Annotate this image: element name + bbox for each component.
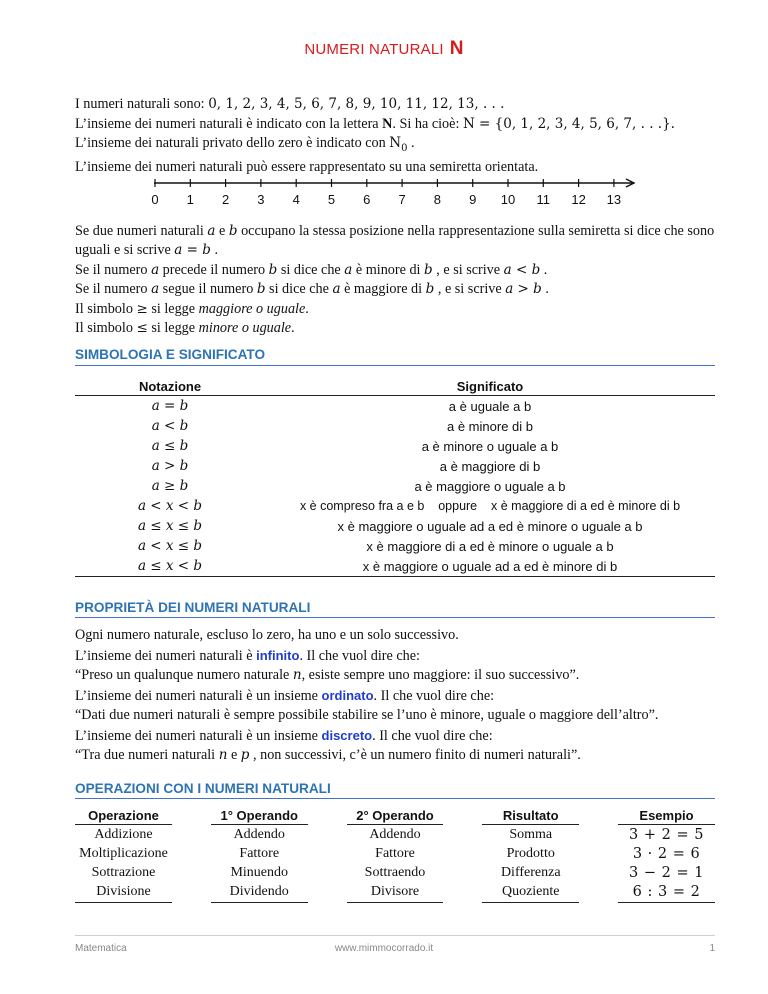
set-n0: N [389,135,402,151]
intro-paragraph [75,95,715,178]
number-line [140,176,640,216]
text: Se due numeri naturali [75,223,208,239]
table-header-row [75,375,715,396]
notation-cell: a ≤ b [151,438,189,454]
page-title [0,38,768,60]
number-line-label: 3 [257,192,265,207]
column-gap [579,825,618,845]
meaning-cell: a è minore o uguale a b [421,438,559,454]
header-operand-1: 1° Operando [211,806,308,825]
math-a: a [207,223,216,239]
example-cell: 6 : 3 = 2 [618,883,715,903]
operation-cell: Moltiplicazione [79,845,168,861]
operation-cell: Divisione [75,883,172,903]
set-n0-subscript: 0 [401,142,408,154]
result-cell: Quoziente [482,883,579,903]
column-gap [308,806,347,825]
property-line: “Dati due numeri naturali è sempre possibile stabilire se l’uno è minore, uguale o maggiore dell’altro”. [75,707,659,723]
operand-2-cell: Sottraendo [364,864,426,880]
result-cell: Prodotto [506,845,555,861]
column-gap [443,806,482,825]
header-operand-2: 2° Operando [347,806,444,825]
footer-divider [75,935,715,936]
intro-line-2 [75,115,715,135]
number-line-label: 8 [433,192,442,207]
text: . Il che vuol dire che: [372,727,493,744]
table-row [75,556,715,577]
property-line [75,686,735,707]
text: L’insieme dei numeri naturali è un insieme [75,727,322,744]
section-heading-operations: OPERAZIONI CON I NUMERI NATURALI [75,781,331,796]
intro-line-3-text: L’insieme dei naturali privato dello zero è indicato con [75,135,390,151]
relation-equal [75,222,715,261]
intro-line-2-text: L’insieme dei numeri naturali è indicato con la lettera [75,115,383,132]
operand-1-cell: Addendo [233,826,285,842]
header-result: Risultato [482,806,579,825]
text: si legge [147,320,199,337]
column-gap [308,844,347,863]
operand-1-cell: Minuendo [230,864,289,880]
meaning-cell: a è maggiore di b [439,458,541,474]
column-gap [579,844,618,863]
property-line [75,726,735,747]
meaning-cell: x è maggiore o uguale ad a ed è minore o uguale a b [337,518,643,534]
operations-table [75,806,715,903]
math-greater: a > b [505,281,542,298]
column-gap [443,863,482,882]
text: . [210,242,218,259]
meaning-cell: a è maggiore o uguale a b [414,478,566,494]
text: , esiste sempre uno maggiore: il suo successivo”. [301,667,580,683]
example-cell: 3 + 2 = 5 [629,826,704,843]
column-gap [443,825,482,845]
number-line-label: 1 [186,192,194,207]
number-line-label: 4 [292,192,300,207]
notation-cell: a > b [151,458,189,474]
leq-reading: minore o uguale [198,320,292,337]
set-definition: N = {0, 1, 2, 3, 4, 5, 6, 7, . . .}. [462,115,675,132]
set-letter-n: N [382,115,393,132]
page-title-text: NUMERI NATURALI [304,41,444,58]
text: . [541,281,549,298]
text: e [215,223,229,239]
text: Se il numero [75,281,152,298]
number-line-label: 10 [500,192,516,207]
text: , e si scrive [434,281,506,298]
notation-cell: a = b [151,398,189,414]
text: si legge [147,300,199,317]
text: si dice che [265,281,333,298]
operation-cell: Addizione [94,826,153,842]
math-p: p [240,747,250,763]
text: , e si scrive [432,261,504,278]
intro-line-3 [75,134,715,158]
notation-cell: a ≤ x ≤ b [137,518,203,534]
number-line-label: 2 [221,192,230,207]
column-gap [172,806,211,825]
math-a: a [344,261,353,278]
properties-paragraph [75,626,735,766]
text: è minore di [352,261,425,278]
property-line [75,646,735,667]
number-line-label: 11 [536,192,551,207]
footer-website: www.mimmocorrado.it [334,943,434,954]
table-header-row [75,806,715,825]
text: . Il che vuol dire che: [373,687,495,704]
leq-symbol: ≤ [136,320,148,337]
section-divider [75,365,715,366]
number-line-label: 0 [151,192,159,207]
operand-2-cell: Fattore [375,845,415,861]
number-line-label: 12 [571,192,586,207]
number-line-label: 13 [606,192,622,207]
header-example: Esempio [618,806,715,825]
header-notation: Notazione [75,375,265,396]
example-cell: 3 · 2 = 6 [632,845,701,862]
result-cell: Differenza [500,864,561,880]
column-gap [579,863,618,882]
relation-greater [75,280,715,299]
notation-table [75,375,715,577]
math-n: n [292,667,302,683]
relation-geq [75,300,715,319]
operand-2-cell: Divisore [347,883,444,903]
geq-symbol: ≥ [136,300,148,317]
section-heading-properties: PROPRIETÀ DEI NUMERI NATURALI [75,600,311,615]
text: segue il numero [159,281,257,298]
table-row [75,536,715,556]
table-row [75,825,715,845]
text: “Tra due numeri naturali [75,747,219,763]
text: . [291,320,295,337]
table-row [75,883,715,903]
property-line [75,746,735,766]
highlight-discreto: discreto [321,727,373,743]
header-meaning: Significato [265,375,715,396]
highlight-infinito: infinito [256,647,300,663]
footer-subject: Matematica [75,943,127,954]
text: , non successivi, c’è un numero finito di numeri naturali”. [249,747,581,763]
math-n: n [218,747,228,763]
table-row [75,844,715,863]
math-b: b [268,261,278,278]
math-b: b [256,281,266,298]
column-gap [443,844,482,863]
column-gap [308,863,347,882]
operand-2-cell: Addendo [369,826,421,842]
math-b: b [424,261,433,278]
number-line-label: 6 [363,192,371,207]
highlight-ordinato: ordinato [321,687,374,703]
table-row [75,416,715,436]
table-row [75,476,715,496]
meaning-cell: x è maggiore o uguale ad a ed è minore di b [265,556,715,577]
text: . [305,300,309,317]
text: “Preso un qualunque numero naturale [75,667,293,683]
notation-cell: a < x < b [137,498,203,514]
number-line-label: 7 [398,192,406,207]
section-divider [75,798,715,799]
math-a: a [151,281,160,298]
intro-line-4: L’insieme dei numeri naturali può essere rappresentato su una semiretta orientata. [75,159,539,176]
property-line: Ogni numero naturale, escluso lo zero, ha uno e un solo successivo. [75,627,459,643]
text: precede il numero [159,261,269,278]
text: Il simbolo [75,300,137,317]
page-title-symbol: N [449,38,464,59]
number-line-label: 5 [327,192,336,207]
column-gap [172,883,211,903]
property-line [75,666,735,686]
math-b: b [425,281,435,298]
number-line-label: 9 [469,192,477,207]
column-gap [172,863,211,882]
page-number: 1 [709,943,715,954]
notation-cell: a < x ≤ b [137,538,203,554]
notation-cell: a < b [151,418,189,434]
meaning-cell: a è uguale a b [448,398,532,414]
text: L’insieme dei numeri naturali è [75,647,257,664]
intro-line-1 [75,95,715,115]
math-a: a [151,261,160,278]
table-row [75,396,715,417]
math-less: a < b [503,261,541,278]
intro-line-2-text-b: . Si ha cioè: [392,115,463,132]
text: L’insieme dei numeri naturali è un insieme [75,687,322,704]
table-row [75,436,715,456]
math-equal: a = b [174,242,211,259]
math-a: a [332,281,341,298]
intro-line-3-end: . [407,135,415,151]
column-gap [308,825,347,845]
number-line-labels [151,192,621,207]
text: si dice che [277,261,345,278]
result-cell: Somma [509,826,553,842]
relation-leq [75,319,715,338]
text: . Il che vuol dire che: [299,647,420,664]
column-gap [579,806,618,825]
text: e [227,747,241,763]
text: . [540,261,548,278]
relation-less [75,261,715,280]
section-heading-symbology: SIMBOLOGIA E SIGNIFICATO [75,347,266,362]
column-gap [579,883,618,903]
meaning-cell: x è maggiore di a ed è minore o uguale a b [366,538,614,554]
text: è maggiore di [340,281,426,298]
section-divider [75,617,715,618]
column-gap [172,844,211,863]
math-b: b [228,223,238,239]
column-gap [308,883,347,903]
meaning-cell: a è minore di b [447,418,533,434]
table-row [75,516,715,536]
operand-1-cell: Dividendo [211,883,308,903]
meaning-cell: x è compreso fra a e b oppure x è maggiore di a ed è minore di b [299,499,681,513]
example-cell: 3 − 2 = 1 [629,864,704,881]
column-gap [172,825,211,845]
column-gap [443,883,482,903]
natural-numbers-list: 0, 1, 2, 3, 4, 5, 6, 7, 8, 9, 10, 11, 12, 13, . . . [208,96,505,112]
table-row [75,863,715,882]
notation-cell: a ≥ b [151,478,189,494]
text: Se il numero [75,261,152,278]
relations-paragraph [75,222,715,338]
header-operation: Operazione [75,806,172,825]
notation-cell: a ≤ x < b [75,556,265,577]
operation-cell: Sottrazione [91,864,156,880]
text: Il simbolo [75,320,137,337]
operand-1-cell: Fattore [239,845,280,861]
geq-reading: maggiore o uguale [198,300,306,317]
table-row [75,456,715,476]
table-row [75,496,715,516]
intro-line-1-text: I numeri naturali sono: [75,96,209,112]
text: occupano la stessa posizione nella rappresentazione sulla semiretta si dice che sono uguali e si scrive [75,223,715,259]
